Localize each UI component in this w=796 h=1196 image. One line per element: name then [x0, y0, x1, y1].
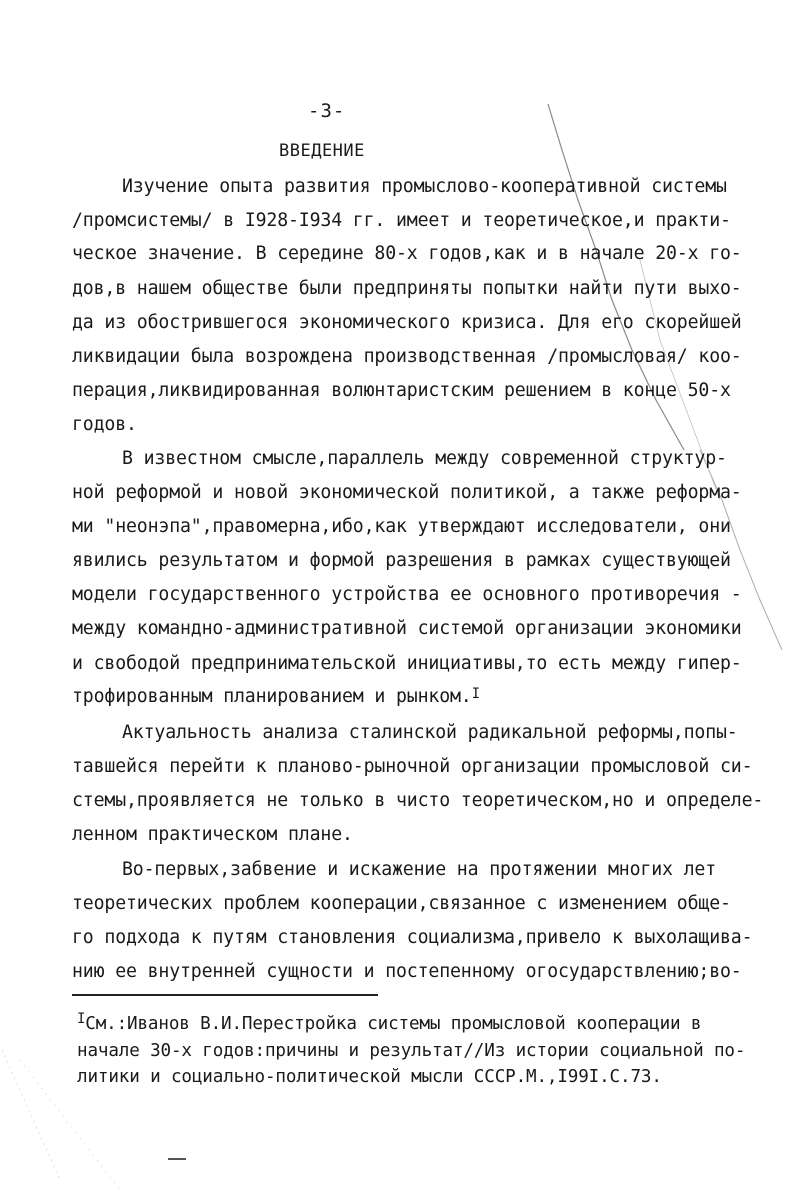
text-line: ликвидации была возрождена производственная /промысловая/ коо- — [72, 346, 742, 367]
text-line: ми "неонэпа",правомерна,ибо,как утверждают исследователи, они — [72, 516, 731, 537]
footnote-line: начале 30-х годов:причины и результат//Из истории социальной по- — [77, 1041, 746, 1061]
text-line: годов. — [72, 414, 137, 435]
footnote-text: См.:Иванов В.И.Перестройка системы промысловой кооперации в — [85, 1014, 702, 1034]
text-line: между командно-административной системой организации экономики — [72, 618, 742, 639]
text-line: /промсистемы/ в I928-I934 гг. имеет и теоретическое,и практи- — [72, 210, 731, 231]
text-line: теоретических проблем кооперации,связанное с изменением обще- — [72, 893, 731, 914]
text-line: тавшейся перейти к планово-рыночной организации промысловой си- — [72, 756, 753, 777]
footnote-line — [77, 1011, 702, 1034]
text-line: ленном практическом плане. — [72, 824, 353, 845]
text-line: да из обострившегося экономического кризиса. Для его скорейшей — [72, 312, 742, 333]
scan-mark — [168, 1158, 186, 1160]
text-line: ческое значение. В середине 80-х годов,как и в начале 20-х го- — [72, 243, 742, 264]
text-line: Изучение опыта развития промыслово-кооперативной системы — [122, 176, 727, 197]
text-line: ной реформой и новой экономической политикой, а также реформа- — [72, 482, 742, 503]
text-line: явились результатом и формой разрешения в рамках существующей — [72, 550, 731, 571]
text-line: и свободой предпринимательской инициативы,то есть между гипер- — [72, 653, 742, 674]
text-line: Актуальность анализа сталинской радикальной реформы,попы- — [122, 722, 738, 743]
text-line: модели государственного устройства ее основного противоречия - — [72, 584, 742, 605]
text-line: дов,в нашем обществе были предприняты попытки найти пути выхо- — [72, 278, 742, 299]
text-line: перация,ликвидированная волюнтаристским решением в конце 50-х — [72, 380, 731, 401]
text-line: В известном смысле,параллель между современной структур- — [122, 448, 727, 469]
footnote-line: литики и социально-политической мысли СССР.М.,I99I.С.73. — [77, 1067, 662, 1087]
page-number: -3- — [308, 100, 346, 122]
text-line-content: трофированным планированием и рынком. — [72, 686, 472, 707]
text-line — [72, 688, 480, 706]
footnote-divider — [72, 994, 378, 996]
text-line: стемы,проявляется не только в чисто теоретическом,но и определе- — [72, 790, 764, 811]
text-line: Во-первых,забвение и искажение на протяжении многих лет — [122, 859, 716, 880]
section-heading: ВВЕДЕНИЕ — [279, 141, 365, 161]
footnote-reference: I — [471, 686, 480, 702]
text-line: го подхода к путям становления социализма,привело к выхолащива- — [72, 927, 753, 948]
footnote-marker: I — [77, 1011, 86, 1027]
text-line: нию ее внутренней сущности и постепенному огосударствлению;во- — [72, 961, 742, 982]
